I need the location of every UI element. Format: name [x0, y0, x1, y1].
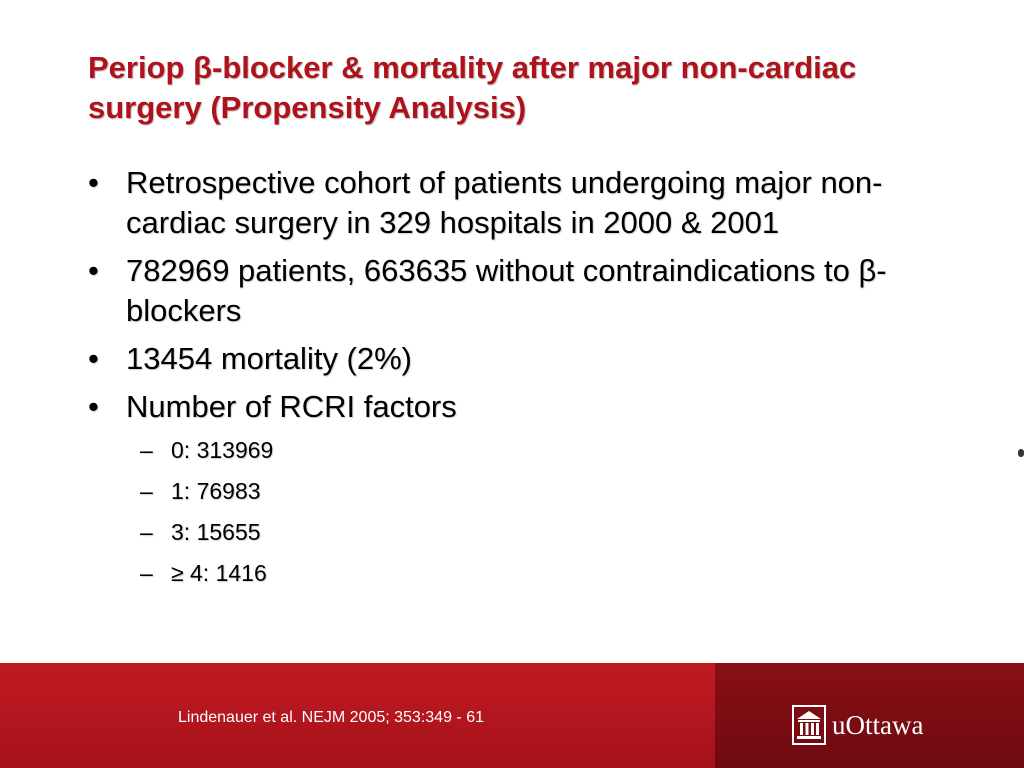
uottawa-logo	[792, 703, 923, 747]
bullet-item	[88, 339, 968, 379]
sub-bullet-item	[88, 476, 968, 507]
citation: Lindenauer et al. NEJM 2005; 353:349 - 61	[178, 709, 484, 726]
sub-bullet-item	[88, 517, 968, 548]
sub-bullet-marker: –	[140, 437, 153, 463]
bullet-item	[88, 251, 968, 331]
slide-title: Periop β-blocker & mortality after major non-cardiac surgery (Propensity Analysis)	[88, 50, 857, 125]
sub-bullet-text: 1: 76983	[171, 478, 261, 504]
bullet-marker: •	[88, 389, 99, 424]
sub-bullet-marker: –	[140, 478, 153, 504]
bullet-list	[88, 163, 968, 599]
bullet-marker: •	[88, 165, 99, 200]
sub-bullet-text: 3: 15655	[171, 519, 261, 545]
edge-mark	[1018, 449, 1024, 457]
bullet-text: Retrospective cohort of patients undergoing major non-cardiac surgery in 329 hospitals in 2000 & 2001	[126, 165, 883, 240]
sub-bullet-text: ≥ 4: 1416	[171, 560, 267, 586]
university-building-icon	[792, 705, 826, 745]
bullet-text: 782969 patients, 663635 without contraindications to β-blockers	[126, 253, 887, 328]
bullet-text: Number of RCRI factors	[126, 389, 457, 424]
logo-text: uOttawa	[832, 710, 924, 740]
sub-bullet-item	[88, 435, 968, 466]
bullet-item	[88, 163, 968, 243]
bullet-marker: •	[88, 341, 99, 376]
bullet-text: 13454 mortality (2%)	[126, 341, 413, 376]
sub-bullet-marker: –	[140, 519, 153, 545]
bullet-item	[88, 387, 968, 427]
sub-bullet-marker: –	[140, 560, 153, 586]
sub-bullet-text: 0: 313969	[171, 437, 274, 463]
bullet-marker: •	[88, 253, 99, 288]
sub-bullet-item	[88, 558, 968, 589]
